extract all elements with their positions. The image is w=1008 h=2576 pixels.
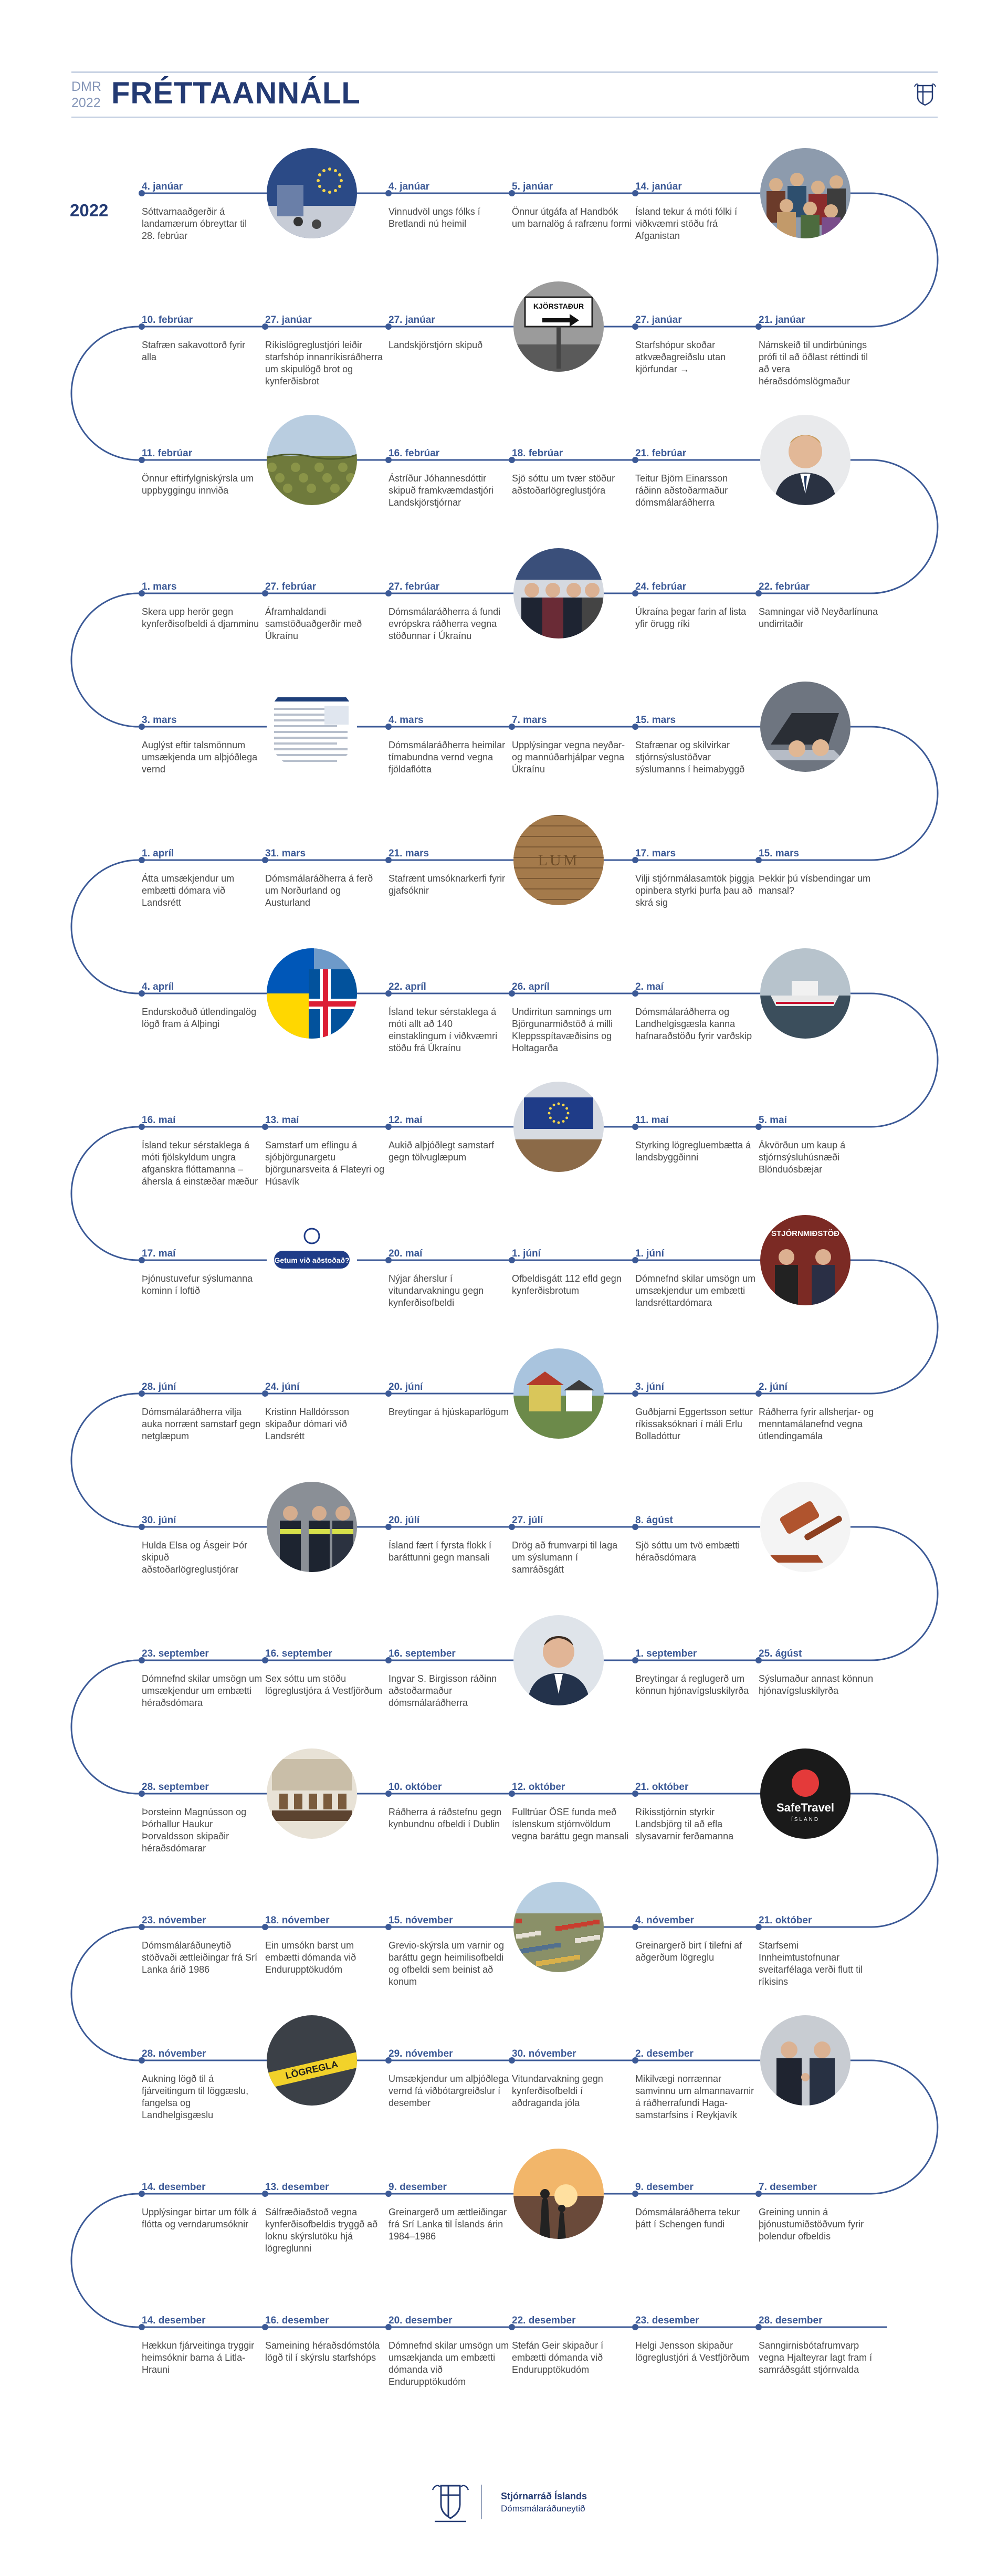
timeline-event[interactable] [635,847,756,909]
timeline-event[interactable] [512,181,633,230]
lava-field-photo [267,415,357,505]
event-headline[interactable]: Ein umsókn barst um embætti dómanda við Endurupptökudóm [265,1940,356,1975]
timeline-event[interactable] [388,2048,509,2109]
event-date: 4. apríl [142,981,174,992]
timeline-event[interactable] [142,1781,262,1855]
svg-text:Getum við aðstoðað?: Getum við aðstoðað? [274,1256,350,1264]
event-headline[interactable]: Þorsteinn Magnússon og Þórhallur Haukur Þorvaldsson skipaðir héraðsdómarar [142,1807,247,1854]
timeline-event[interactable] [142,1514,262,1576]
event-date: 28. nóvember [142,2048,206,2059]
footer-government-name: Stjórnarráð Íslands [501,2491,587,2501]
conference-room-photo [513,1082,604,1172]
event-headline[interactable]: Sex sóttu um stöðu lögreglustjóra á Vestfjörðum [265,1673,383,1696]
sunset-family-photo [513,2149,604,2239]
event-headline[interactable]: Umsækjendur um alþjóðlega vernd fá viðbótargreiðslur í desember [388,2074,509,2108]
timeline-event[interactable] [388,581,509,642]
event-date: 2. desember [635,2048,694,2059]
event-headline[interactable]: Sýslumaður annast könnun hjónavígsluskilyrða [759,1673,874,1696]
timeline-event[interactable] [759,314,879,388]
timeline-event[interactable] [759,1648,879,1697]
event-headline[interactable]: Sjö sóttu um tvö embætti héraðsdómara [635,1540,740,1563]
event-date: 9. desember [388,2182,447,2193]
laptop-hands-photo [760,682,850,772]
event-date: 7. mars [512,715,547,726]
timeline-event[interactable] [388,1114,509,1164]
footer-divider [481,2485,482,2519]
event-headline[interactable]: Dómsmálaráðherra á fundi evrópskra ráðherra vegna stöðunnar í Úkraínu [388,606,501,641]
timeline-event[interactable] [142,2315,262,2376]
event-headline[interactable]: Stafrænt umsóknarkerfi fyrir gjafsóknir [388,873,506,896]
timeline-event[interactable] [265,314,386,388]
event-headline[interactable]: Drög að frumvarpi til laga um sýslumann í samráðsgátt [512,1540,618,1575]
event-headline[interactable]: Greinargerð birt í tilefni af aðgerðum lögreglu [635,1940,742,1963]
page-title: FRÉTTAANNÁLL [111,76,361,110]
event-date: 14. desember [142,2315,206,2326]
timeline-event[interactable] [635,1781,756,1842]
timeline-event[interactable] [759,1114,879,1176]
event-date: 28. desember [759,2315,823,2326]
portrait-man-photo [760,415,850,505]
event-headline[interactable]: Hækkun fjárveitinga tryggir heimsóknir barna á Litla-Hrauni [142,2340,255,2375]
event-headline[interactable]: Námskeið til undirbúnings prófi til að öðlast réttindi til að vera héraðsdómslögmaður [759,340,868,386]
event-date: 8. ágúst [635,1515,673,1526]
event-date: 12. október [512,1782,565,1793]
timeline-event[interactable] [388,447,509,509]
event-date: 4. janúar [142,181,183,192]
event-headline[interactable]: Dómsmálaráðherra og Landhelgisgæsla kanna hafnaraðstöðu fyrir varðskip [635,1007,752,1041]
event-headline[interactable]: Ráðherra fyrir allsherjar- og menntamálanefnd vegna útlendingamála [759,1407,874,1441]
timeline-event[interactable] [635,447,756,509]
timeline-event[interactable] [142,447,262,497]
timeline-event[interactable] [759,1381,879,1442]
event-date: 22. desember [512,2315,576,2326]
event-headline[interactable]: Þekkir þú vísbendingar um mansal? [759,873,871,896]
event-headline[interactable]: Undirritun samnings um Björgunarmiðstöð á milli Kleppsspítavæðisins og Holtagarða [512,1007,613,1053]
kjorstadur-sign-photo [513,281,604,372]
centre-signing-photo [760,1215,850,1305]
event-headline[interactable]: Sanngirnisbótafrumvarp vegna Hjalteyrar lagt fram í samráðsgátt stjórnvalda [759,2340,873,2375]
event-date: 11. maí [635,1115,669,1126]
event-date: 9. desember [635,2182,694,2193]
event-date: 21. mars [388,848,429,859]
event-date: 23. desember [635,2315,699,2326]
event-headline[interactable]: Dómnefnd skilar umsögn um umsækjendur um embætti landsréttardómara [635,1273,756,1308]
event-date: 1. mars [142,581,177,592]
event-headline[interactable]: Sjö sóttu um tvær stöður aðstoðarlögreglustjóra [512,473,615,496]
event-headline[interactable]: Ástríður Jóhannesdóttir skipuð framkvæmdastjóri Landskjörstjórnar [388,473,494,508]
timeline-event[interactable] [265,1648,386,1697]
event-headline[interactable]: Ákvörðun um kaup á stjórnsýsluhúsnæði Blönduósbæjar [759,1140,846,1175]
men-shaking-hands-photo [760,2015,850,2106]
event-date: 30. júní [142,1515,176,1526]
event-date: 27. janúar [635,315,682,326]
timeline-event[interactable] [388,1381,509,1418]
event-headline[interactable]: Kristinn Halldórsson skipaður dómari við Landsrétt [265,1407,350,1441]
event-date: 10. febrúar [142,315,193,326]
event-date: 27. janúar [388,315,435,326]
ministers-meeting-photo [513,548,604,638]
event-date: 16. maí [142,1115,176,1126]
event-date: 17. mars [635,848,676,859]
timeline-event[interactable] [388,1781,509,1830]
timeline-event[interactable] [142,847,262,909]
timeline-event[interactable] [635,2048,756,2121]
event-date: 15. nóvember [388,1915,453,1926]
event-date: 4. nóvember [635,1915,694,1926]
event-headline[interactable]: Ísland fært í fyrsta flokk í baráttunni gegn mansali [388,1540,492,1563]
flags-iceland-ukraine-photo [267,948,357,1039]
event-date: 16. september [265,1648,332,1659]
event-date: 16. september [388,1648,456,1659]
event-headline[interactable]: Auglýst eftir talsmönnum umsækjenda um alþjóðlega vernd [142,740,258,774]
event-date: 29. nóvember [388,2048,453,2059]
event-date: 10. október [388,1782,442,1793]
timeline-event[interactable] [265,1114,386,1188]
event-date: 11. febrúar [142,448,193,459]
event-date: 5. maí [759,1115,787,1126]
timeline-event[interactable] [142,181,262,242]
event-date: 21. janúar [759,315,805,326]
event-date: 16. desember [265,2315,329,2326]
event-headline[interactable]: Sóttvarnaaðgerðir á landamærum óbreyttar til 28. febrúar [142,206,247,241]
event-date: 23. september [142,1648,209,1659]
event-headline[interactable]: Sálfræðiaðstoð vegna kynferðisofbeldis tryggð að loknu skýrslutöku hjá lögreglunni [265,2207,378,2254]
timeline-event[interactable] [635,581,756,630]
timeline-event[interactable] [512,1514,633,1576]
timeline-event[interactable] [635,1648,756,1697]
event-date: 27. janúar [265,315,312,326]
svg-text:ÍSLAND: ÍSLAND [791,1817,820,1823]
timeline-event[interactable] [512,1248,633,1297]
police-tape-photo [267,2015,357,2106]
event-date: 13. desember [265,2182,329,2193]
timeline-event[interactable] [635,1514,756,1564]
timeline-event[interactable] [512,2048,633,2109]
event-date: 16. febrúar [388,448,440,459]
event-headline[interactable]: Ráðherra á ráðstefnu gegn kynbundnu ofbeldi í Dublin [388,1807,502,1829]
event-date: 1. apríl [142,848,174,859]
timeline-event[interactable] [265,2181,386,2255]
timeline-event[interactable] [142,1248,262,1297]
event-date: 23. nóvember [142,1915,206,1926]
timeline-event[interactable] [512,447,633,497]
refugee-crowd-photo [760,148,850,238]
event-date: 18. nóvember [265,1915,330,1926]
event-date: 2. júní [759,1381,788,1392]
timeline-event[interactable] [635,2181,756,2231]
year-marker: 2022 [70,201,109,220]
timeline-event[interactable] [142,981,262,1030]
timeline-event[interactable] [512,714,633,776]
event-date: 17. maí [142,1248,176,1259]
event-date: 20. júlí [388,1515,420,1526]
event-headline[interactable]: Önnur útgáfa af Handbók um barnalög á rafrænu formi [512,206,632,229]
timeline-event[interactable] [388,847,509,897]
event-date: 3. mars [142,715,177,726]
event-headline[interactable]: Vitundarvakning gegn kynferðisofbeldi í aðdraganda jóla [512,2074,603,2108]
event-date: 27. febrúar [388,581,440,592]
event-headline[interactable]: Ísland tekur sérstaklega á móti allt að 140 einstaklingum í viðkvæmri stöðu frá Úkraínu [388,1007,498,1053]
timeline-event[interactable] [142,1914,262,1976]
timeline-event[interactable] [388,1514,509,1564]
event-date: 30. nóvember [512,2048,576,2059]
event-date: 26. apríl [512,981,550,992]
timeline-event[interactable] [265,847,386,909]
event-headline[interactable]: Fulltrúar ÖSE funda með íslenskum stjórnvöldum vegna baráttu gegn mansali [512,1807,629,1841]
event-date: 14. janúar [635,181,682,192]
event-headline[interactable]: Greining unnin á þjónustumiðstöðvum fyrir þolendur ofbeldis [759,2207,864,2242]
gavel-photo [760,1482,850,1572]
event-date: 1. júní [635,1248,664,1259]
event-headline[interactable]: Greinargerð um ættleiðingar frá Srí Lanka til Íslands árin 1984–1986 [388,2207,507,2242]
event-headline[interactable]: Helgi Jensson skipaður lögreglustjóri á Vestfjörðum [635,2340,750,2363]
timeline-event[interactable] [635,314,756,375]
event-headline[interactable]: Breytingar á hjúskaparlögum [388,1407,509,1417]
timeline-event[interactable] [142,2181,262,2231]
event-date: 7. desember [759,2182,817,2193]
event-headline[interactable]: Upplýsingar vegna neyðar- og mannúðarhjálpar vegna Úkraínu [512,740,625,774]
timeline-event[interactable] [388,1914,509,1988]
event-date: 24. júní [265,1381,300,1392]
timeline-event[interactable] [635,714,756,776]
event-headline[interactable]: Skera upp herör gegn kynferðisofbeldi á djamminu [142,606,259,629]
event-date: 27. júlí [512,1515,543,1526]
timeline-event[interactable] [142,1648,262,1709]
timeline-event[interactable] [635,2315,756,2364]
event-date: 1. september [635,1648,697,1659]
event-date: 14. desember [142,2182,206,2193]
event-headline[interactable]: Dómsmálaráðherra tekur þátt í Schengen fundi [635,2207,740,2229]
timeline-event[interactable] [142,2048,262,2121]
timeline-event[interactable] [265,2315,386,2364]
event-headline[interactable]: Breytingar á reglugerð um könnun hjónavígsluskilyrða [635,1673,749,1696]
event-headline[interactable]: Dómnefnd skilar umsögn um umsækjendur um embætti héraðsdómara [142,1673,262,1708]
footer-ministry-name: Dómsmálaráðuneytið [501,2504,585,2514]
event-headline[interactable]: Stafræn sakavottorð fyrir alla [142,340,246,362]
event-date: 15. mars [635,715,676,726]
event-headline[interactable]: Dómsmálaráðuneytið stöðvaði ættleiðingar frá Srí Lanka árið 1986 [142,1940,258,1975]
safetravel-photo [760,1748,850,1839]
event-headline[interactable]: Nýjar áherslur í vitundarvakningu gegn kynferðisofbeldi [388,1273,484,1308]
timeline-event[interactable] [759,581,879,630]
event-date: 21. október [635,1782,689,1793]
event-date: 1. júní [512,1248,541,1259]
event-headline[interactable]: Þjónustuvefur sýslumanna kominn í loftið [142,1273,253,1296]
event-date: 20. desember [388,2315,453,2326]
event-headline[interactable]: Úkraína þegar farin af lista yfir örugg ríki [635,606,747,629]
event-date: 2. maí [635,981,664,992]
timeline-event[interactable] [635,1114,756,1164]
event-date: 3. júní [635,1381,664,1392]
event-headline[interactable]: Grevio-skýrsla um varnir og baráttu gegn heimilisofbeldi og ofbeldi sem beinist að konum [388,1940,505,1987]
event-headline[interactable]: Stafrænar og skilvirkar stjórnsýslustöðvar sýslumanns í heimabyggð [635,740,745,774]
event-date: 22. apríl [388,981,426,992]
timeline-event[interactable] [635,981,756,1042]
timeline-event[interactable] [388,2181,509,2243]
event-headline[interactable]: Ingvar S. Birgisson ráðinn aðstoðarmaður dómsmálaráðherra [388,1673,497,1708]
event-headline[interactable]: Samningar við Neyðarlínuna undirritaðir [759,606,878,629]
event-headline[interactable]: Hulda Elsa og Ásgeir Þór skipuð aðstoðarlögreglustjórar [142,1540,248,1575]
event-headline[interactable]: Dómsmálaráðherra heimilar tímabundna vernd vegna fjöldaflótta [388,740,506,774]
timeline-event[interactable] [265,1914,386,1976]
timeline-event[interactable] [635,1248,756,1309]
help-button-photo [267,1215,357,1305]
timeline-event[interactable] [512,981,633,1054]
timeline-event[interactable] [388,714,509,776]
event-headline[interactable]: Vilji stjórnmálasamtök þiggja opinbera styrki þurfa þau að skrá sig [635,873,754,908]
wooden-wall-photo [513,815,604,905]
timeline-event[interactable] [388,1648,509,1709]
event-headline[interactable]: Styrking lögregluembætta á landsbyggðinni [635,1140,751,1163]
header-year: 2022 [71,96,101,110]
patrol-ship-photo [760,948,850,1039]
svg-text:KJÖRSTAÐUR: KJÖRSTAÐUR [533,302,584,310]
timeline-event[interactable] [142,714,262,776]
header-dmr: DMR [71,79,101,94]
event-headline[interactable]: Teitur Björn Einarsson ráðinn aðstoðarmaður dómsmálaráðherra [635,473,728,508]
event-headline[interactable]: Önnur eftirfylgniskýrsla um uppbyggingu innviða [142,473,254,496]
event-date: 28. júní [142,1381,176,1392]
timeline-event[interactable] [635,1914,756,1964]
event-headline[interactable]: Átta umsækjendur um embætti dómara við Landsrétt [142,873,235,908]
event-headline[interactable]: Upplýsingar birtar um fólk á flótta og verndarumsóknir [142,2207,257,2229]
timeline-event[interactable] [388,314,509,351]
event-date: 4. mars [388,715,424,726]
event-date: 25. ágúst [759,1648,802,1659]
event-headline[interactable]: Samstarf um eflingu á sjóbjörgunargetu björgunarsveita á Flateyri og Húsavík [265,1140,385,1187]
event-date: 18. febrúar [512,448,563,459]
timeline-event[interactable] [759,847,879,897]
footer [0,2477,1008,2535]
event-date: 21. febrúar [635,448,687,459]
event-date: 31. mars [265,848,306,859]
event-headline[interactable]: Starfshópur skoðar atkvæðagreiðslu utan kjörfundar → [635,340,726,374]
event-headline[interactable]: Guðbjarni Eggertsson settur ríkissaksóknari í máli Erlu Bolladóttur [635,1407,753,1441]
event-headline[interactable]: Dómsmálaráðherra vilja auka norrænt samstarf gegn netglæpum [142,1407,261,1441]
timeline-event[interactable] [759,2181,879,2243]
event-date: 22. febrúar [759,581,810,592]
svg-text:STJÓRNMIÐSTÖÐ: STJÓRNMIÐSTÖÐ [771,1229,840,1238]
timeline-event[interactable] [265,581,386,642]
aerial-town-photo [513,1882,604,1972]
event-date: 4. janúar [388,181,430,192]
event-headline[interactable]: Áframhaldandi samstöðuaðgerðir með Úkraínu [265,606,362,641]
svg-text:LUM: LUM [538,852,580,869]
event-date: 24. febrúar [635,581,687,592]
event-headline[interactable]: Aukið alþjóðlegt samstarf gegn tölvuglæpum [388,1140,495,1163]
event-headline[interactable]: Dómsmálaráðherra á ferð um Norðurland og Austurland [265,873,373,908]
timeline-event[interactable] [265,1381,386,1442]
event-date: 20. maí [388,1248,423,1259]
event-headline[interactable]: Dómnefnd skilar umsögn um umsækjanda um embætti dómanda við Endurupptökudóm [388,2340,509,2387]
event-date: 12. maí [388,1115,423,1126]
timeline-event[interactable] [388,181,509,230]
timeline-event[interactable] [142,1381,262,1442]
event-headline[interactable]: Endurskoðuð útlendingalög lögð fram á Alþingi [142,1007,257,1029]
timeline-event[interactable] [142,314,262,363]
portrait-suit-photo [513,1615,604,1705]
event-headline[interactable]: Landskjörstjórn skipuð [388,340,483,350]
airport-hall-eu-flag-photo [267,148,357,238]
event-date: 27. febrúar [265,581,317,592]
coat-of-arms-icon [429,2480,471,2526]
svg-text:SafeTravel: SafeTravel [776,1801,835,1814]
timeline-event[interactable] [759,1914,879,1988]
document-web-photo [267,682,357,772]
courtroom-photo [267,1748,357,1839]
svg-text:LÖGREGLA: LÖGREGLA [284,2058,339,2081]
event-headline[interactable]: Ríkislögreglustjóri leiðir starfshóp innanríkisráðherra um skipulögð brot og kynferðisbrot [265,340,383,386]
event-headline[interactable]: Vinnudvöl ungs fólks í Bretlandi nú heimil [388,206,480,229]
timeline-event[interactable] [388,981,509,1054]
timeline-event[interactable] [142,1114,262,1188]
event-headline[interactable]: Starfsemi Innheimtustofnunar sveitarfélaga verði flutt til ríkisins [759,1940,863,1987]
event-headline[interactable]: Aukning lögð til á fjárveitingum til löggæslu, fangelsa og Landhelgisgæslu [142,2074,249,2120]
event-headline[interactable]: Mikilvægi norrænnar samvinnu um almannavarnir á ráðherrafundi Haga-samstarfsins í Reykjavík [635,2074,754,2120]
event-headline[interactable]: Stefán Geir skipaður í embætti dómanda við Endurupptökudóm [512,2340,604,2375]
police-officers-photo [267,1482,357,1572]
event-date: 13. maí [265,1115,299,1126]
timeline-event[interactable] [759,2315,879,2376]
village-houses-photo [513,1348,604,1439]
timeline-event[interactable] [388,2315,509,2388]
event-date: 5. janúar [512,181,553,192]
event-date: 28. september [142,1782,209,1793]
event-date: 21. október [759,1915,812,1926]
timeline-event[interactable] [635,181,756,242]
timeline-event[interactable] [512,2315,633,2376]
timeline-event[interactable] [388,1248,509,1309]
event-headline[interactable]: Ísland tekur á móti fólki í viðkvæmri stöðu frá Afganistan [635,206,738,241]
event-headline[interactable]: Ísland tekur sérstaklega á móti fjölskyldum ungra afganskra flóttamanna – áhersla á einstæðar mæður [142,1140,258,1187]
timeline-event[interactable] [635,1381,756,1442]
event-headline[interactable]: Sameining héraðsdómstóla lögð til í skýrslu starfshóps [265,2340,380,2363]
event-headline[interactable]: Ríkisstjórnin styrkir Landsbjörg til að efla slysavarnir ferðamanna [635,1807,734,1841]
event-headline[interactable]: Ofbeldisgátt 112 efld gegn kynferðisbrotum [512,1273,622,1296]
event-date: 20. júní [388,1381,423,1392]
event-date: 15. mars [759,848,800,859]
timeline-event[interactable] [142,581,262,630]
timeline-event[interactable] [512,1781,633,1842]
